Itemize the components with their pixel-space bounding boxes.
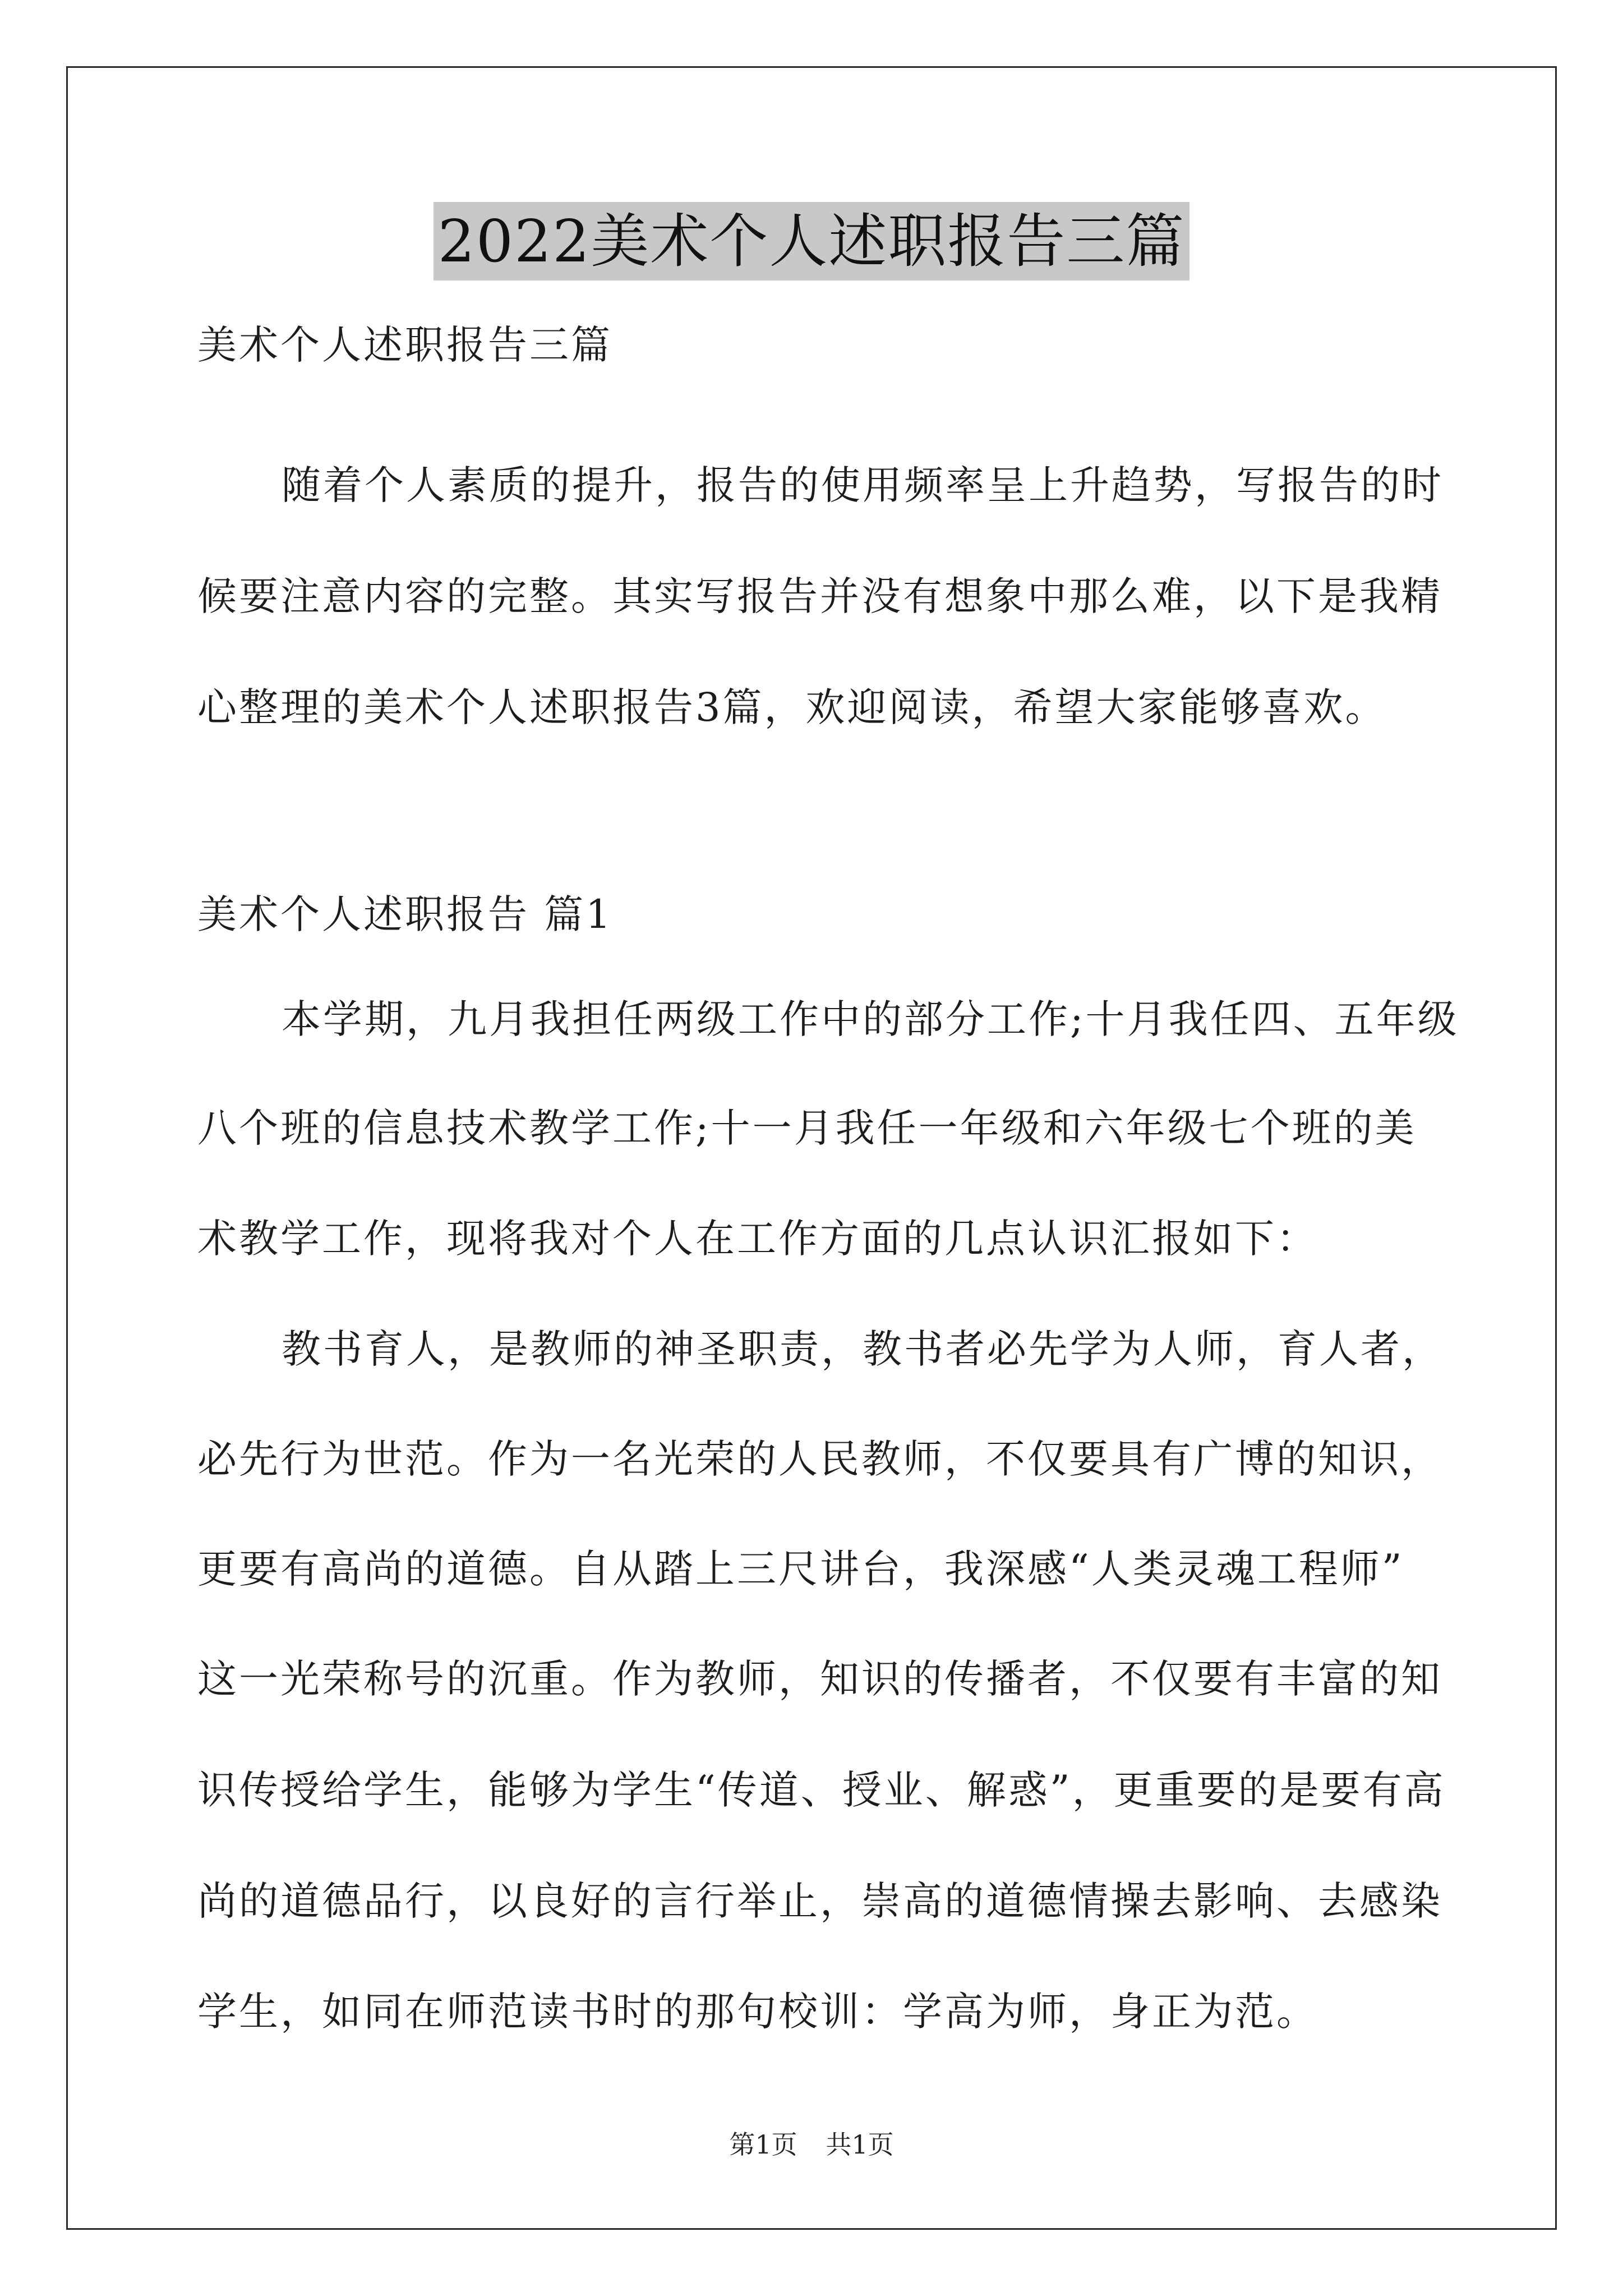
document-subtitle: 美术个人述职报告三篇	[197, 322, 612, 368]
section-heading: 美术个人述职报告 篇1	[197, 891, 613, 937]
paragraph-line: 这一光荣称号的沉重。作为教师，知识的传播者，不仅要有丰富的知	[197, 1656, 1442, 1702]
document-title: 2022美术个人述职报告三篇	[434, 202, 1190, 280]
paragraph-line: 本学期，九月我担任两级工作中的部分工作;十月我任四、五年级	[282, 996, 1459, 1042]
paragraph-line: 更要有高尚的道德。自从踏上三尺讲台，我深感“人类灵魂工程师”	[197, 1546, 1404, 1592]
paragraph-line: 必先行为世范。作为一名光荣的人民教师，不仅要具有广博的知识，	[197, 1436, 1442, 1482]
intro-line: 心整理的美术个人述职报告3篇，欢迎阅读，希望大家能够喜欢。	[197, 684, 1387, 730]
paragraph-line: 八个班的信息技术教学工作;十一月我任一年级和六年级七个班的美	[197, 1105, 1417, 1151]
intro-line: 随着个人素质的提升，报告的使用频率呈上升趋势，写报告的时	[282, 462, 1444, 508]
paragraph-line: 学生，如同在师范读书时的那句校训：学高为师，身正为范。	[197, 1989, 1318, 2035]
title-container	[0, 202, 1623, 280]
page-number-total: 共1页	[826, 2129, 894, 2160]
intro-line: 候要注意内容的完整。其实写报告并没有想象中那么难，以下是我精	[197, 573, 1442, 619]
paragraph-line: 尚的道德品行，以良好的言行举止，崇高的道德情操去影响、去感染	[197, 1878, 1442, 1924]
page-number-current: 第1页	[729, 2129, 797, 2160]
paragraph-line: 教书育人，是教师的神圣职责，教书者必先学为人师，育人者，	[282, 1326, 1444, 1372]
paragraph-line: 术教学工作，现将我对个人在工作方面的几点认识汇报如下：	[197, 1216, 1318, 1262]
page-footer	[0, 2124, 1623, 2161]
paragraph-line: 识传授给学生，能够为学生“传道、授业、解惑”，更重要的是要有高	[197, 1767, 1446, 1813]
